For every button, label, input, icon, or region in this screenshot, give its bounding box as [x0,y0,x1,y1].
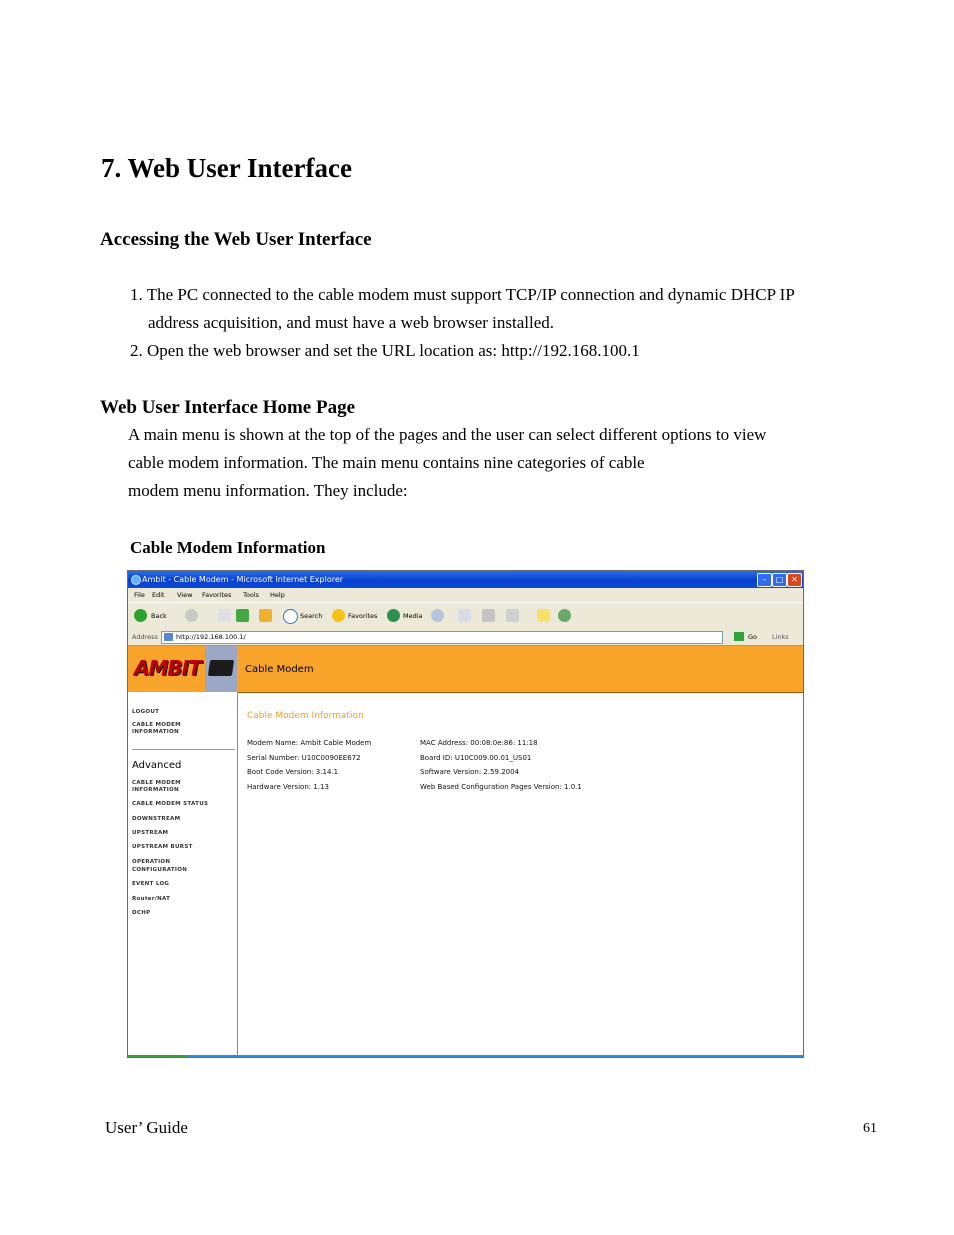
logo-text: AMBIT [134,656,201,680]
media-icon[interactable] [387,609,400,622]
mac-address: MAC Address: 00:08:0e:86: 11:18 [420,739,538,747]
refresh-icon[interactable] [236,609,249,622]
board-id: Board ID: U10C009.00.01_US01 [420,754,532,762]
print-icon[interactable] [482,609,495,622]
back-icon[interactable] [134,609,147,622]
minimize-icon[interactable]: – [757,573,772,587]
sidebar [128,692,238,1057]
home-icon[interactable] [259,609,272,622]
stop-icon[interactable] [218,609,231,622]
back-button[interactable]: Back [151,612,167,620]
section-title-home-page: Web User Interface Home Page [100,397,356,418]
modem-header [128,646,803,693]
menu-edit[interactable]: Edit [152,591,165,599]
paragraph-line-3: modem menu information. They include: [128,481,408,500]
menu-view[interactable]: View [177,591,193,599]
software-version: Software Version: 2.59.2004 [420,768,520,776]
modem-name: Modem Name: Ambit Cable Modem [247,739,372,747]
page-heading: 7. Web User Interface [101,153,352,183]
menu-tools[interactable]: Tools [243,591,260,599]
address-bar [128,629,803,646]
web-config-version: Web Based Configuration Pages Version: 1.0.1 [420,783,582,791]
nav-router-nat[interactable]: Router/NAT [132,896,171,902]
media-button[interactable]: Media [403,612,423,620]
paragraph-line-2: cable modem information. The main menu contains nine categories of cable [128,453,645,472]
nav-operation-line2[interactable]: CONFIGURATION [132,867,188,873]
nav-cm-info-line2[interactable]: INFORMATION [132,729,179,735]
maximize-icon[interactable]: □ [772,573,787,587]
discuss-icon[interactable] [537,609,550,622]
nav-upstream[interactable]: UPSTREAM [132,830,169,836]
sidebar-divider [132,749,235,750]
header-title: Cable Modem [245,664,314,675]
page-number: 61 [863,1121,877,1136]
hardware-version: Hardware Version: 1.13 [247,783,329,791]
search-icon[interactable] [283,609,298,624]
content-title: Cable Modem Information [247,711,364,721]
history-icon[interactable] [431,609,444,622]
nav-cm-info-line1[interactable]: CABLE MODEM [132,722,181,728]
close-icon[interactable]: ✕ [787,573,802,587]
modem-device-icon [208,660,234,676]
favorites-button[interactable]: Favorites [348,612,378,620]
window-titlebar [128,571,803,588]
advanced-heading: Advanced [132,760,182,771]
status-bar [128,1055,803,1057]
nav-cm-status[interactable]: CABLE MODEM STATUS [132,801,209,807]
links-button[interactable]: Links [772,633,789,641]
nav-upstream-burst[interactable]: UPSTREAM BURST [132,844,193,850]
messenger-icon[interactable] [558,609,571,622]
serial-number: Serial Number: U10C0090EE672 [247,754,361,762]
browser-screenshot [127,570,804,1058]
go-icon[interactable] [734,632,744,641]
ie-icon [131,575,141,585]
edit-icon[interactable] [506,609,519,622]
mail-icon[interactable] [458,609,471,622]
menu-bar [128,588,803,602]
nav-dchp[interactable]: DCHP [132,910,151,916]
toolbar [128,602,803,631]
paragraph-line-1: A main menu is shown at the top of the pages and the user can select different options to view [128,425,767,444]
nav-logout[interactable]: LOGOUT [132,709,160,715]
nav-operation-line1[interactable]: OPERATION [132,859,171,865]
window-title: Ambit - Cable Modem - Microsoft Internet Explorer [142,575,344,584]
section-title-accessing: Accessing the Web User Interface [100,229,372,250]
address-input[interactable] [161,631,723,644]
ambit-logo [128,646,205,692]
go-button[interactable]: Go [748,633,758,641]
list-item-1-line1: 1. The PC connected to the cable modem must support TCP/IP connection and dynamic DHCP IP [130,285,795,304]
menu-file[interactable]: File [134,591,145,599]
footer-guide: User’ Guide [105,1118,188,1137]
nav-downstream[interactable]: DOWNSTREAM [132,816,181,822]
nav-event-log[interactable]: EVENT LOG [132,881,170,887]
address-label: Address [132,633,158,641]
modem-image [205,646,237,692]
favorites-icon[interactable] [332,609,345,622]
list-item-1-line2: address acquisition, and must have a web browser installed. [148,313,555,332]
search-button[interactable]: Search [300,612,323,620]
forward-icon[interactable] [185,609,198,622]
boot-code-version: Boot Code Version: 3.14.1 [247,768,339,776]
address-value: http://192.168.100.1/ [176,633,246,641]
nav-adv-cm-info-line1[interactable]: CABLE MODEM [132,780,181,786]
menu-favorites[interactable]: Favorites [202,591,232,599]
list-item-2: 2. Open the web browser and set the URL location as: http://192.168.100.1 [130,341,640,360]
menu-help[interactable]: Help [270,591,285,599]
figure-caption: Cable Modem Information [130,538,326,557]
nav-adv-cm-info-line2[interactable]: INFORMATION [132,787,179,793]
page-icon [164,633,173,641]
